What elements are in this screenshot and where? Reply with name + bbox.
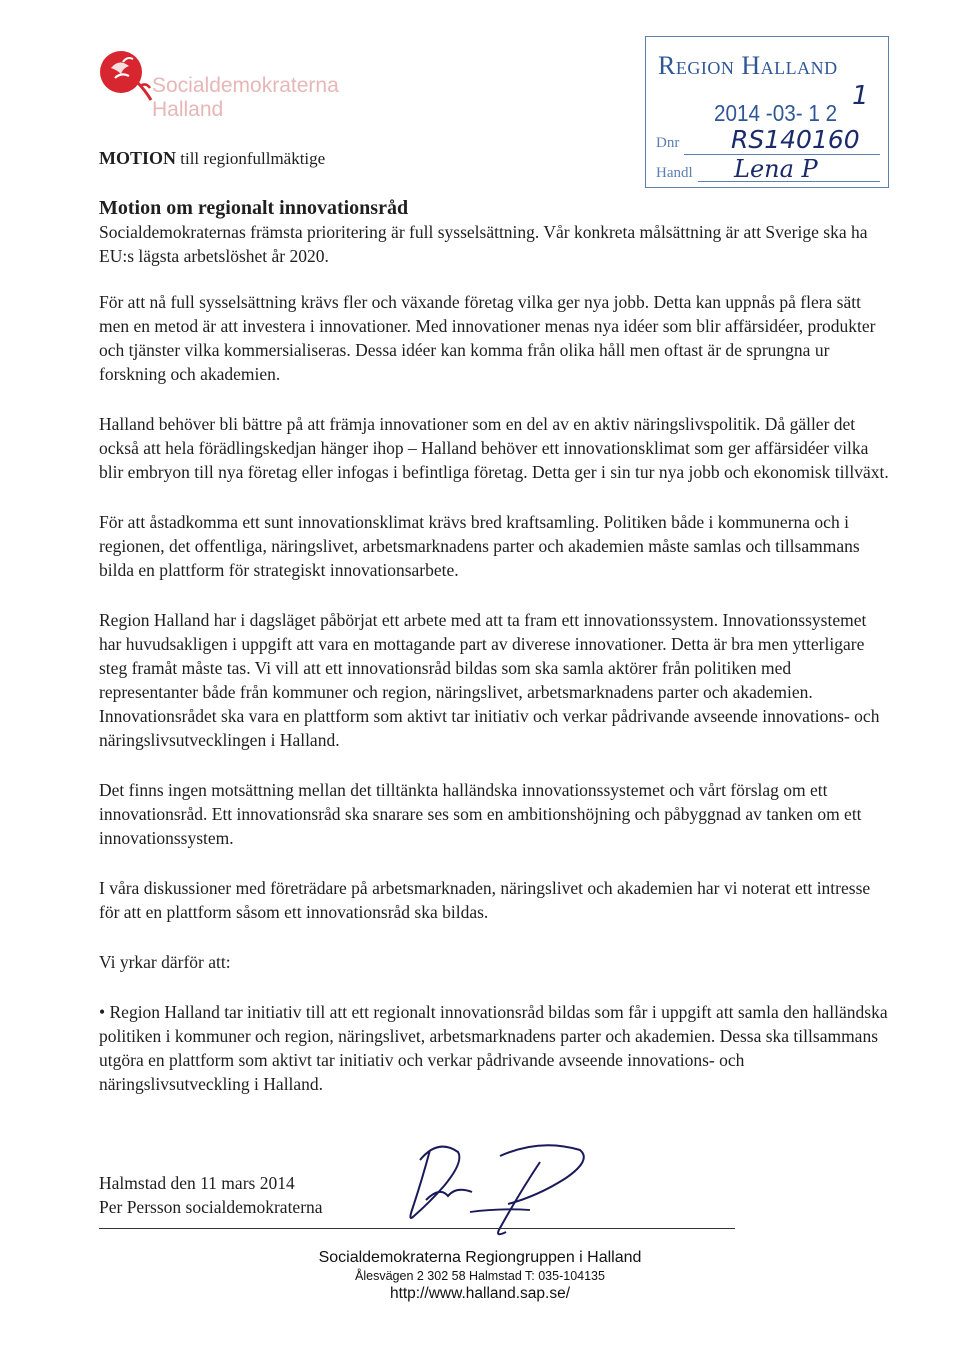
- stamp-date: 2014 -03- 1 2: [714, 100, 838, 126]
- document-type-heading: [99, 148, 325, 169]
- motion-recipient: till regionfullmäktige: [176, 149, 326, 168]
- document-body: [99, 196, 889, 1124]
- signature-line: [99, 1228, 735, 1229]
- party-logo-text: [152, 74, 339, 122]
- logo-line-region: Halland: [152, 98, 224, 121]
- stamp-dnr-value: RS140160: [731, 125, 860, 154]
- stamp-handl-value: Lena P: [734, 155, 818, 183]
- letter-footer: [0, 1248, 960, 1304]
- paragraph: I våra diskussioner med företrädare på arbetsmarknaden, näringslivet och akademien har vi noterat ett intresse för att en plattform såsom ett innovationsråd ska bildas.: [99, 878, 871, 922]
- document-title: Motion om regionalt innovationsråd: [99, 197, 409, 219]
- paragraph: Halland behöver bli bättre på att främja innovationer som en del av en aktiv näringslivspolitik. Då gäller det också att hela förädlingskedjan hänger ihop – Halland behöver ett innovationsklimat som ger affärsidéer vilka blir embryon till nya företag eller infogas i befintliga företag. Detta ger i sin tur nya jobb och ekonomisk tillväxt.: [99, 414, 889, 482]
- stamp-handl-label: Handl: [656, 165, 693, 181]
- stamp-dnr-label: Dnr: [656, 135, 680, 151]
- paragraph: Socialdemokraternas främsta prioritering är full sysselsättning. Vår konkreta målsättning är att Sverige ska ha EU:s lägsta arbetslöshet år 2020.: [99, 222, 868, 266]
- logo-line-party: Socialdemokraterna: [152, 74, 339, 97]
- demand-intro: Vi yrkar därför att:: [99, 952, 231, 972]
- motion-label: MOTION: [99, 148, 177, 168]
- demand-bullet: • Region Halland tar initiativ till att ett regionalt innovationsråd bildas som får i uppgift att samla den halländska politiken i kommuner och region, näringslivet, arbetsmarknadens parter och akademien. Dessa ska tillsammans utgöra en plattform som aktivt tar initiativ och verkar pådrivande avseende innovations- och näringslivsutveckling i Halland.: [99, 1002, 888, 1094]
- registration-stamp: [645, 36, 889, 188]
- handwritten-signature: [380, 1140, 620, 1250]
- stamp-sequence: 1: [852, 81, 869, 111]
- paragraph: Region Halland har i dagsläget påbörjat ett arbete med att ta fram ett innovationssystem. Innovationssystemet har huvudsakligen i uppgift att vara en mottagande part av diverese innovationer. Detta är bra men ytterligare steg framåt måste tas. Vi vill att ett innovationsråd bildas som ska samla aktörer från politiken med representanter både från kommuner och region, näringslivet, arbetsmarknadens parter och akademien. Innovationsrådet ska vara en plattform som aktivt tar initiativ och verkar pådrivande avseende innovations- och näringslivsutvecklingen i Halland.: [99, 610, 880, 750]
- footer-address: Ålesvägen 2 302 58 Halmstad T: 035-104135: [355, 1269, 605, 1283]
- footer-website: http://www.halland.sap.se/: [389, 1285, 571, 1302]
- paragraph: Det finns ingen motsättning mellan det tilltänkta halländska innovationssystemet och vårt förslag om ett innovationsråd. Ett innovationsråd ska snarare ses som en ambitionshöjning och påbyggnad av tanken om ett innovationssystem.: [99, 780, 862, 848]
- red-rose-icon: [93, 42, 155, 104]
- paragraph: För att nå full sysselsättning krävs fler och växande företag vilka ger nya jobb. Detta kan uppnås på flera sätt men en metod är att investera i innovationer. Med innovationer menas nya idéer som blir affärsidéer, produkter och tjänster vilka kommersialiseras. Dessa idéer kan komma från olika håll men oftast är de sprungna ur forskning och akademien.: [99, 292, 876, 384]
- paragraph: För att åstadkomma ett sunt innovationsklimat krävs bred kraftsamling. Politiken både i kommunerna och i regionen, det offentliga, näringslivet, arbetsmarknadens parter och akademien måste samlas och tillsammans bilda en plattform för strategiskt innovationsarbete.: [99, 512, 860, 580]
- signatory-name: Per Persson socialdemokraterna: [99, 1197, 323, 1217]
- signature-place-date: Halmstad den 11 mars 2014: [99, 1173, 295, 1193]
- footer-organization: Socialdemokraterna Regiongruppen i Halland: [318, 1249, 642, 1266]
- stamp-title: Region Halland: [658, 51, 838, 80]
